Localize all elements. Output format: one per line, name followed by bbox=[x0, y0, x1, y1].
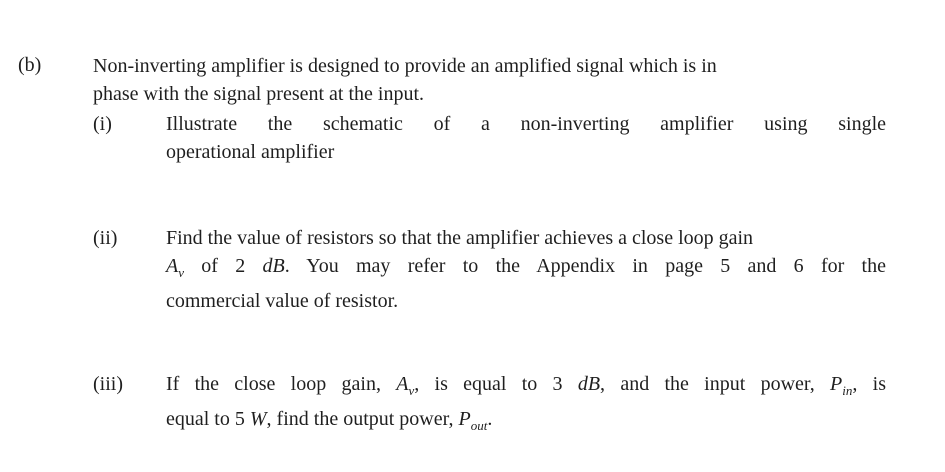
subquestion-line-2: $A_v$ of 2 dB. You may refer to the Appendix in page 5 and 6 for the bbox=[166, 255, 886, 280]
subquestion-number: (ii) bbox=[93, 227, 118, 249]
subquestion-line-1: Illustrate the schematic of a non-inverting amplifier using single bbox=[166, 113, 886, 135]
input-power-symbol: $P_{in}$ bbox=[830, 373, 853, 398]
intro-line-2: phase with the signal present at the input. bbox=[93, 83, 425, 105]
subquestion-number: (iii) bbox=[93, 373, 123, 395]
unit-watt: W bbox=[249, 408, 267, 430]
subquestion-line-3: commercial value of resistor. bbox=[166, 290, 399, 312]
subquestion-line-2: operational amplifier bbox=[166, 141, 335, 163]
subquestion-text bbox=[166, 110, 886, 166]
subquestion-number: (i) bbox=[93, 113, 112, 135]
subquestion-text bbox=[166, 224, 886, 315]
output-power-symbol: $P_{out}$ bbox=[458, 408, 488, 433]
subquestion-line-2: equal to 5 W, find the output power, $P_{out}$. bbox=[166, 408, 493, 433]
question-intro bbox=[93, 52, 893, 108]
subquestion-line-1: If the close loop gain, $A_v$, is equal to 3 dB, and the input power, $P_{in}$, is bbox=[166, 373, 887, 398]
intro-line-1: Non-inverting amplifier is designed to provide an amplified signal which is in bbox=[93, 55, 717, 77]
gain-symbol: $A_v$ bbox=[396, 373, 415, 398]
subquestion-line-1: Find the value of resistors so that the amplifier achieves a close loop gain bbox=[166, 227, 754, 249]
unit-db: dB bbox=[577, 373, 601, 395]
gain-symbol: $A_v$ bbox=[166, 255, 184, 280]
unit-db: dB bbox=[262, 255, 285, 277]
question-part-label: (b) bbox=[18, 54, 42, 76]
subquestion-text bbox=[166, 370, 886, 440]
